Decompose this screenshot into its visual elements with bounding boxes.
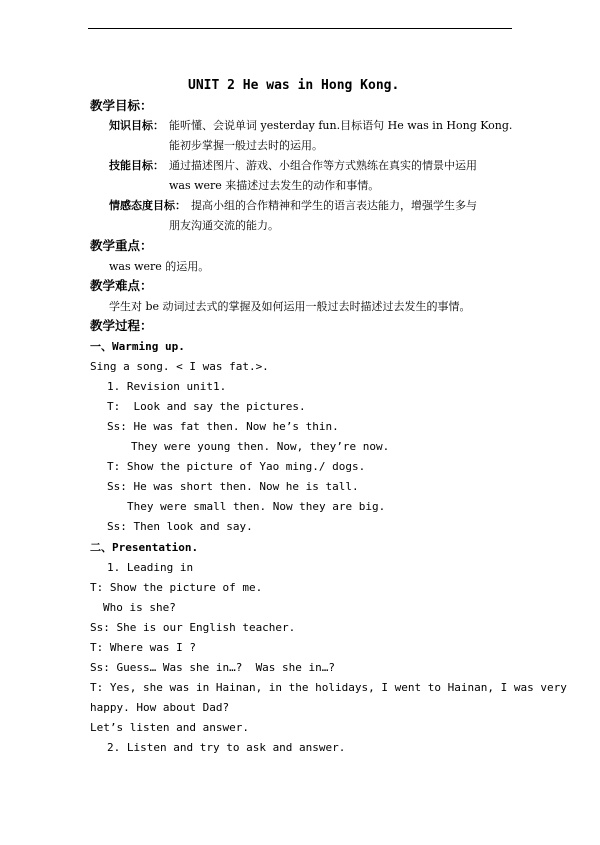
process-line: 2. Listen and try to ask and answer.: [107, 741, 346, 754]
process-line: T: Look and say the pictures.: [107, 400, 306, 413]
skill-label: 技能目标：: [109, 159, 164, 172]
process-line: They were small then. Now they are big.: [127, 500, 386, 513]
process-line: Ss: Then look and say.: [107, 520, 253, 533]
process-line: Ss: Guess… Was she in…? Was she in…?: [90, 661, 336, 674]
process-line: T: Where was I ?: [90, 641, 196, 654]
process-line: T: Show the picture of Yao ming./ dogs.: [107, 460, 366, 473]
knowledge-text-1: 能听懂、会说单词 yesterday fun.目标语句 He was in Hong Kong.: [169, 119, 513, 132]
process-line: Let’s listen and answer.: [90, 721, 249, 734]
emotion-label: 情感态度目标：: [109, 199, 186, 212]
knowledge-text-2: 能初步掌握一般过去时的运用。: [169, 139, 323, 152]
process-line: T: Show the picture of me.: [90, 581, 263, 594]
key-points-heading: 教学重点：: [90, 238, 153, 253]
knowledge-label: 知识目标：: [109, 119, 164, 132]
difficulties-heading: 教学难点：: [90, 278, 153, 293]
process-line: They were young then. Now, they’re now.: [131, 440, 390, 453]
objectives-heading: 教学目标：: [90, 98, 153, 113]
section-warming-up: 一、Warming up.: [90, 340, 185, 353]
process-line: Sing a song. < I was fat.>.: [90, 360, 269, 373]
key-points-text: was were 的运用。: [109, 260, 210, 273]
skill-text-1: 通过描述图片、游戏、小组合作等方式熟练在真实的情景中运用: [169, 159, 477, 172]
process-line: Ss: He was short then. Now he is tall.: [107, 480, 359, 493]
header-rule: [88, 28, 512, 29]
process-line: Who is she?: [103, 601, 176, 614]
process-line: 1. Revision unit1.: [107, 380, 227, 393]
process-line: T: Yes, she was in Hainan, in the holidays, I went to Hainan, I was very: [90, 681, 567, 694]
emotion-text-1: 提高小组的合作精神和学生的语言表达能力，增强学生多与: [191, 199, 477, 212]
section-presentation: 二、Presentation.: [90, 541, 199, 554]
process-line: Ss: She is our English teacher.: [90, 621, 296, 634]
process-line: happy. How about Dad?: [90, 701, 230, 714]
emotion-text-2: 朋友沟通交流的能力。: [169, 219, 279, 232]
process-heading: 教学过程：: [90, 318, 153, 333]
process-line: Ss: He was fat then. Now he’s thin.: [107, 420, 339, 433]
difficulties-text: 学生对 be 动词过去式的掌握及如何运用一般过去时描述过去发生的事情。: [109, 300, 471, 313]
skill-text-2: was were 来描述过去发生的动作和事情。: [169, 179, 380, 192]
process-line: 1. Leading in: [107, 561, 194, 574]
page-title: UNIT 2 He was in Hong Kong.: [188, 78, 400, 93]
